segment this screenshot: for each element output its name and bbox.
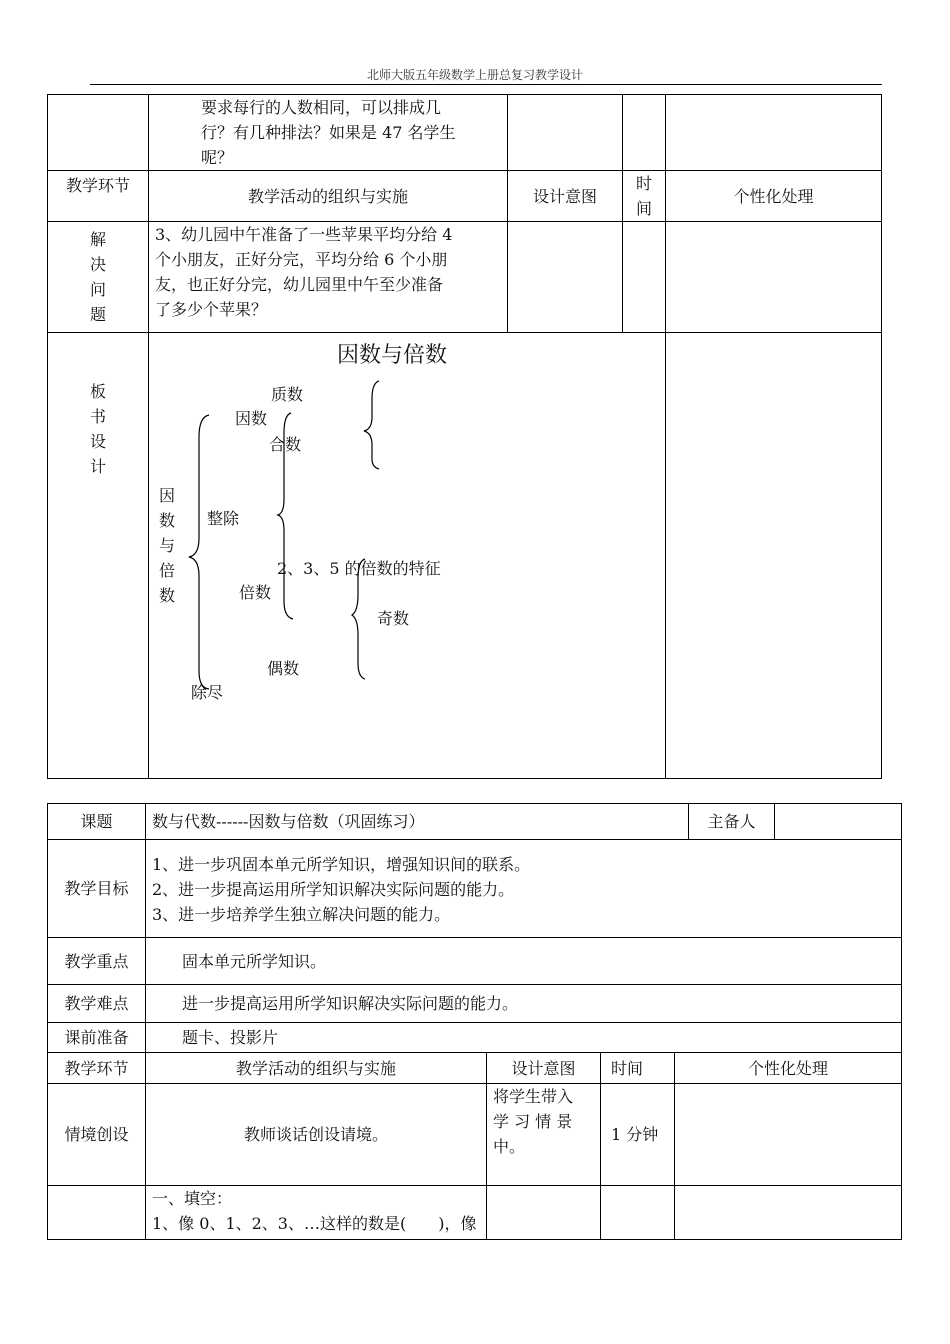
label-beishu: 倍数 [239,583,272,602]
situation-stage: 情境创设 [48,1084,146,1186]
empty-cell [623,95,666,171]
fill-line: 1、像 0、1、2、3、…这样的数是( )，像 [152,1214,477,1233]
label-yinshu: 因数 [235,409,268,428]
goal-item: 3、进一步培养学生独立解决问题的能力。 [152,905,451,924]
header-activity: 教学活动的组织与实施 [149,171,508,222]
text-line: 了多少个苹果？ [155,300,268,319]
goals-label: 教学目标 [48,840,146,938]
label-zhishu: 质数 [271,385,304,404]
label-root [157,483,177,608]
empty-cell [666,222,882,333]
prep-value: 题卡、投影片 [146,1023,902,1053]
stage-char: 题 [89,305,106,324]
stage-char: 决 [89,255,106,274]
root-char: 因 [158,486,175,505]
header-intent: 设计意图 [487,1053,601,1084]
stage-char: 书 [89,407,106,426]
situation-time: 1 分钟 [601,1084,675,1186]
text-line: 友，也正好分完，幼儿园里中午至少准备 [155,275,444,294]
stage-char: 问 [89,280,106,299]
situation-activity: 教师谈话创设请境。 [146,1084,487,1186]
key-value: 固本单元所学知识。 [146,938,902,985]
goal-item: 1、进一步巩固本单元所学知识，增强知识间的联系。 [152,855,531,874]
lesson-table-2 [47,803,902,1240]
stage-char: 计 [89,457,106,476]
text-line: 呢？ [201,148,234,167]
header-stage: 教学环节 [48,1053,146,1084]
difficulty-value: 进一步提高运用所学知识解决实际问题的能力。 [146,985,902,1023]
question-continuation [149,95,508,171]
root-char: 与 [158,536,175,555]
brace-lines [149,333,665,777]
empty-cell [675,1084,902,1186]
label-heshu: 合数 [269,435,302,454]
header-intent: 设计意图 [508,171,623,222]
empty-cell [623,222,666,333]
empty-cell [508,95,623,171]
fill-content [146,1186,487,1240]
situation-intent [487,1084,601,1186]
header-stage: 教学环节 [48,171,149,222]
text-line: 3、幼儿园中午准备了一些苹果平均分给 4 [155,225,453,244]
header-time-char: 间 [635,199,652,218]
goal-item: 2、进一步提高运用所学知识解决实际问题的能力。 [152,880,515,899]
stage-char: 板 [89,382,106,401]
empty-cell [487,1186,601,1240]
header-time [623,171,666,222]
root-char: 倍 [158,561,175,580]
label-zhengchu: 整除 [207,509,240,528]
fill-title: 一、填空： [152,1189,233,1208]
preparer-label: 主备人 [689,804,775,840]
header-time-char: 时 [635,174,652,193]
label-feature: 2、3、5 的倍数的特征 [277,559,441,578]
empty-cell [48,1186,146,1240]
board-diagram [149,333,665,777]
board-title: 因数与倍数 [337,343,448,368]
main-brace [189,415,209,689]
text-line: 要求每行的人数相同，可以排成几 [201,98,442,117]
text-line: 个小朋友，正好分完，平均分给 6 个小朋 [155,250,448,269]
intent-line: 中。 [493,1137,526,1156]
header-personal: 个性化处理 [666,171,882,222]
empty-cell [508,222,623,333]
topic-value: 数与代数------因数与倍数（巩固练习） [146,804,689,840]
label-chujin: 除尽 [191,683,224,702]
board-design [149,333,666,779]
empty-cell [666,95,882,171]
topic-label: 课题 [48,804,146,840]
prime-composite-brace [364,381,379,469]
text-line: 行？有几种排法？如果是 47 名学生 [201,123,456,142]
preparer-value [775,804,902,840]
label-oushu: 偶数 [267,659,300,678]
goals-content [146,840,902,938]
root-char: 数 [158,511,175,530]
page-header: 北师大版五年级数学上册总复习教学设计 [366,68,583,82]
header-rule [90,84,882,85]
empty-cell [675,1186,902,1240]
stage-char: 设 [89,432,106,451]
intent-line: 将学生带入 [493,1087,574,1106]
stage-solve [48,222,149,333]
root-char: 数 [158,586,175,605]
label-jishu: 奇数 [377,609,410,628]
stage-board [48,333,149,779]
key-label: 教学重点 [48,938,146,985]
header-activity: 教学活动的组织与实施 [146,1053,487,1084]
empty-cell [601,1186,675,1240]
header-time: 时间 [601,1053,675,1084]
stage-char: 解 [89,230,106,249]
intent-line: 学 习 情 景 [493,1112,573,1131]
lesson-table-1 [47,94,882,779]
empty-cell [48,95,149,171]
prep-label: 课前准备 [48,1023,146,1053]
problem-content [149,222,508,333]
empty-cell [666,333,882,779]
difficulty-label: 教学难点 [48,985,146,1023]
header-personal: 个性化处理 [675,1053,902,1084]
